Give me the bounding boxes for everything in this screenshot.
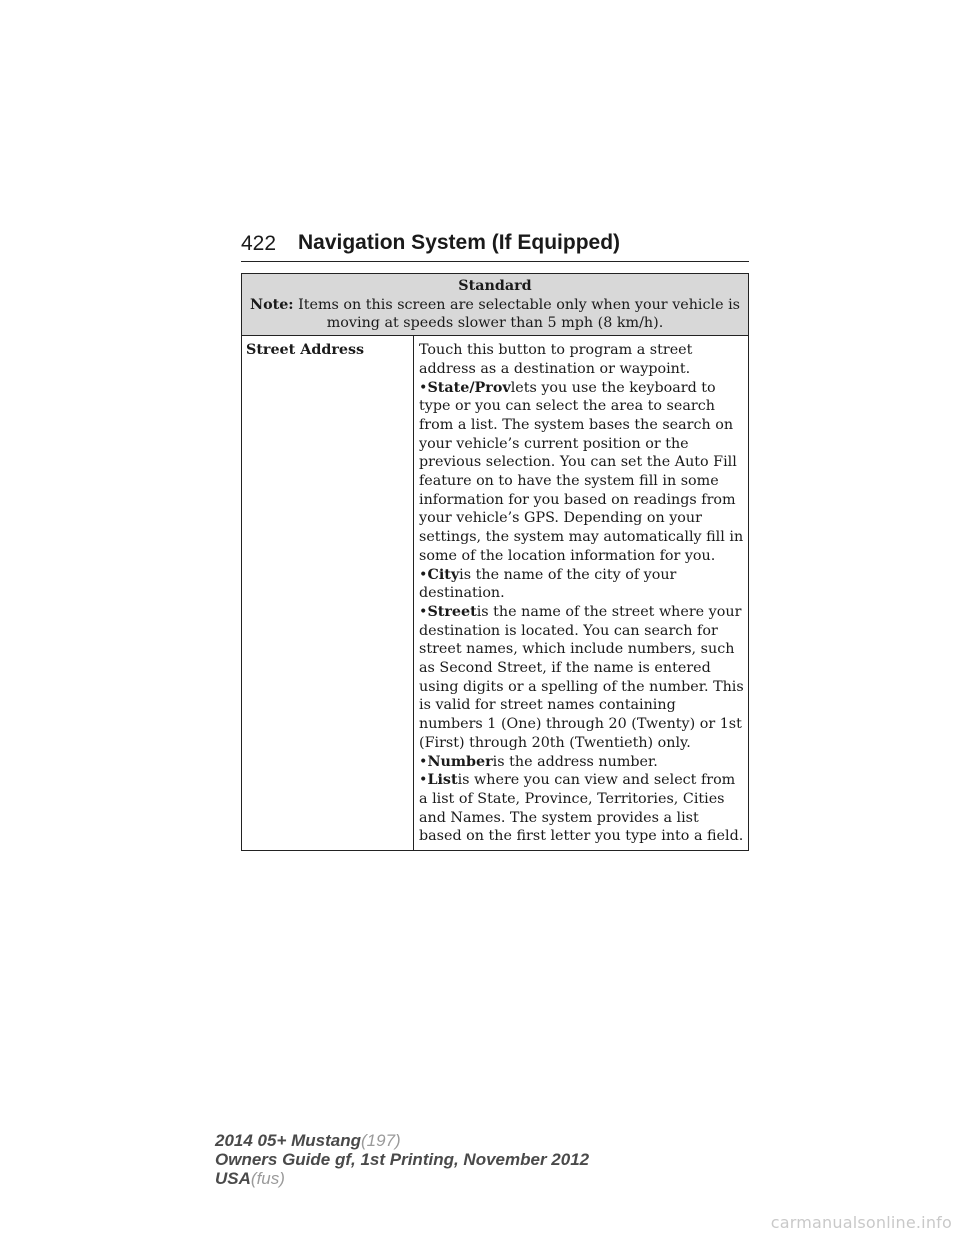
bullet-marker: • <box>419 566 428 583</box>
footer-market-code: (fus) <box>250 1169 285 1188</box>
info-table <box>241 273 749 851</box>
bullet-text: is the name of the city of your destination. <box>419 566 677 602</box>
table-header-cell <box>242 274 749 336</box>
bullet-item-street <box>419 603 744 753</box>
bullet-item-city <box>419 566 744 603</box>
description-intro: Touch this button to program a street address as a destination or waypoint. <box>419 342 693 377</box>
section-title: Navigation System (If Equipped) <box>298 231 621 254</box>
page-header <box>241 229 749 262</box>
note-text: Items on this screen are selectable only when your vehicle is moving at speeds slower than 5 mph (8 km/h). <box>298 296 741 332</box>
bullet-text: is where you can view and select from a list of State, Province, Territories, Cities and Names. The system provides a list based on the first letter you type into a field. <box>419 772 744 845</box>
table-row <box>242 336 749 851</box>
footer-line-printing: Owners Guide gf, 1st Printing, November 2012 <box>215 1150 590 1169</box>
bullet-marker: • <box>419 753 428 770</box>
description-cell <box>414 336 749 851</box>
bullet-label: List <box>427 772 458 789</box>
footer-market: USA <box>215 1169 251 1188</box>
bullet-marker: • <box>419 603 428 620</box>
footer-line-market <box>215 1169 589 1188</box>
term-cell: Street Address <box>242 336 414 851</box>
page-number: 422 <box>241 232 277 255</box>
bullet-label: Street <box>427 603 477 620</box>
bullet-item-number <box>419 753 744 772</box>
footer-model-code: (197) <box>361 1131 401 1150</box>
footer-line-model <box>215 1131 589 1150</box>
footer-model: 2014 05+ Mustang <box>215 1131 361 1150</box>
bullet-text: is the address number. <box>492 753 658 770</box>
bullet-text: lets you use the keyboard to type or you can select the area to search from a list. The system bases the search on your vehicle’s current position or the previous selection. You can set the Auto Fill feature on to have the system fill in some information for you based on readings from your vehicle’s GPS. Depending on your settings, the system may automatically fill in some of the location information for you. <box>419 379 744 564</box>
bullet-item-state-prov <box>419 379 744 566</box>
note-label: Note: <box>250 296 294 313</box>
bullet-marker: • <box>419 379 428 396</box>
bullet-label: City <box>427 566 460 583</box>
watermark: carmanualsonline.info <box>770 1213 952 1232</box>
bullet-item-list <box>419 771 744 846</box>
print-footer <box>215 1131 589 1188</box>
bullet-text: is the name of the street where your destination is located. You can search for street names, which include numbers, such as Second Street, if the name is entered using digits or a spelling of the number. This is valid for street names containing numbers 1 (One) through 20 (Twenty) or 1st (First) through 20th (Twentieth) only. <box>419 603 744 751</box>
bullet-marker: • <box>419 772 428 789</box>
bullet-label: Number <box>427 753 493 770</box>
table-header-row <box>242 274 749 336</box>
table-title: Standard <box>458 278 532 294</box>
bullet-label: State/Prov <box>427 379 511 396</box>
